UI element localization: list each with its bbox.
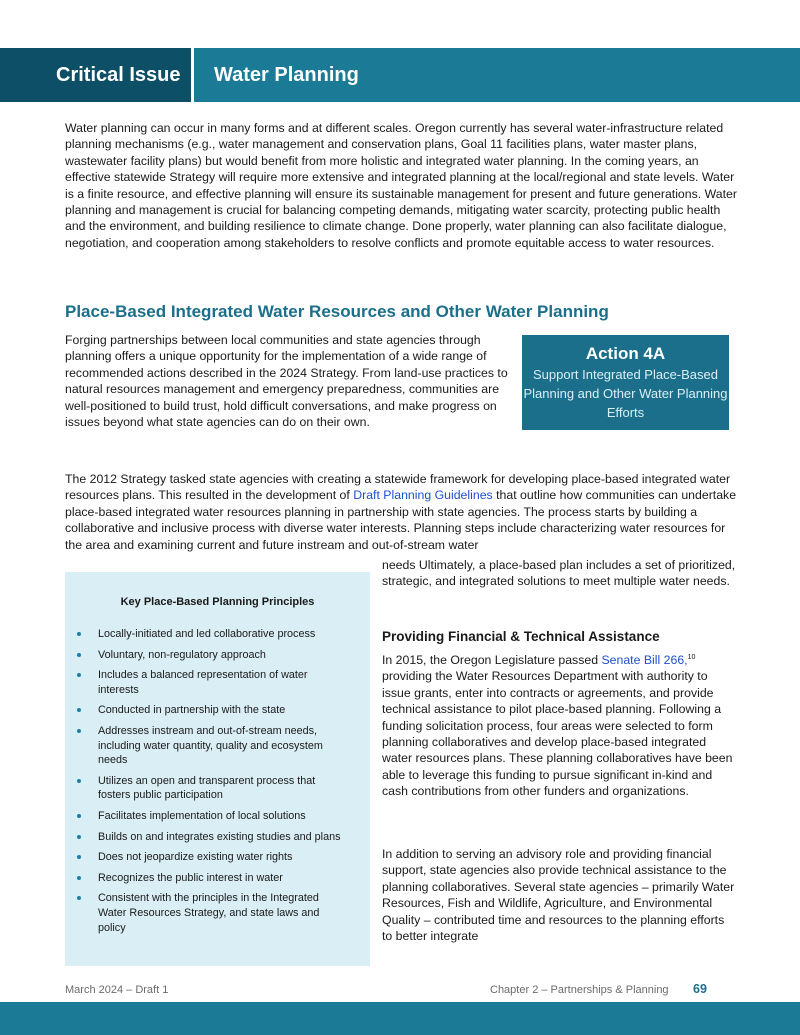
list-item: [65, 850, 370, 865]
section-title: Place-Based Integrated Water Resources and Other Water Planning: [65, 302, 609, 321]
bullet-icon: [77, 896, 81, 900]
list-item-text: Conducted in partnership with the state: [98, 704, 286, 717]
list-item: [65, 830, 370, 845]
list-item: [65, 703, 370, 718]
list-item: [65, 809, 370, 824]
paragraph-2-text-a: The 2012 Strategy tasked state agencies with creating a statewide framework for developing place-based integrated water resources plans. This resulted in the development of: [65, 472, 731, 503]
list-item: [65, 724, 370, 768]
footer-chapter: Chapter 2 – Partnerships & Planning: [490, 984, 669, 996]
list-item-text: Locally-initiated and led collaborative process: [98, 628, 316, 640]
list-item-text: Utilizes an open and transparent process that fosters public participation: [98, 774, 316, 802]
bullet-icon: [77, 729, 81, 733]
bullet-icon: [77, 876, 81, 880]
bullet-icon: [77, 653, 81, 657]
draft-planning-guidelines-link[interactable]: Draft Planning Guidelines: [353, 488, 493, 503]
list-item-text: Recognizes the public interest in water: [98, 871, 283, 884]
section-paragraph-2: [65, 471, 737, 553]
footer-date: March 2024 – Draft 1: [65, 984, 169, 996]
financial-text-a: In 2015, the Oregon Legislature passed: [382, 653, 602, 667]
action-description: Support Integrated Place-Based Planning and Other Water Planning Efforts: [523, 367, 728, 420]
bullet-icon: [77, 855, 81, 859]
footnote-marker[interactable]: 10: [687, 653, 696, 661]
list-item-text: Includes a balanced representation of water interests: [98, 669, 308, 696]
list-item-text: Does not jeopardize existing water rights: [98, 851, 293, 864]
financial-paragraph-2: In addition to serving an advisory role and providing financial support, state agencies also provide technical assistance to the planning collaboratives. Several state agencies – primarily Water Resources, Fish and Wildlife, Agriculture, and Environmental Quality – contributed time and resources to the planning efforts to better integrate: [382, 847, 735, 944]
header-label-block: [0, 48, 194, 102]
section-paragraph-2-continued: needs Ultimately, a place-based plan includes a set of prioritized, strategic, and integrated solutions to meet multiple water needs.: [382, 558, 736, 589]
bullet-icon: [77, 814, 81, 818]
list-item-text: Consistent with the principles in the Integrated Water Resources Strategy, and state laws and policy: [98, 892, 320, 934]
footer-bar: [0, 1002, 800, 1035]
paragraph-2-text-b: that outline how communities can undertake place-based integrated water resources planning in partnership with state agencies. The process starts by building a collaborative and inclusive process with diverse water interests. Planning steps include characterizing water resources for the area and examining current and future instream and out-of-stream water: [65, 488, 737, 552]
action-title: Action 4A: [585, 344, 666, 363]
bullet-icon: [77, 632, 81, 636]
principles-heading: Key Place-Based Planning Principles: [120, 596, 315, 608]
page-title: Water Planning: [214, 64, 359, 86]
header-label: Critical Issue: [56, 64, 181, 86]
bullet-icon: [77, 779, 81, 783]
list-item: [65, 774, 370, 803]
page-number: 69: [693, 982, 707, 996]
bullet-icon: [77, 708, 81, 712]
senate-bill-266-link[interactable]: Senate Bill 266,: [601, 653, 688, 667]
principles-sidebar: [65, 572, 370, 966]
list-item-text: Builds on and integrates existing studies and plans: [98, 830, 341, 843]
principles-list: [65, 627, 370, 941]
header-bar: [0, 48, 800, 102]
bullet-icon: [77, 835, 81, 839]
list-item: [65, 871, 370, 886]
intro-paragraph: Water planning can occur in many forms and at different scales. Oregon currently has several water-infrastructure related planning mechanisms (e.g., water management and conservation plans, Goal 11 facilities plans, water master plans, wastewater facility plans) but would benefit from more holistic and integrated water planning. In the coming years, an effective statewide Strategy will require more extensive and integrated planning at the local/regional and state levels. Water is a finite resource, and effective planning will ensure its sustainable management for present and future generations. Water planning and management is crucial for balancing competing demands, mitigating water scarcity, protecting public health and the environment, and building resilience to climate change. Done properly, water planning can also facilitate dialogue, negotiation, and cooperation among stakeholders to resolve conflicts and promote equitable access to water resources.: [65, 121, 737, 250]
financial-paragraph-1: [382, 652, 737, 800]
list-item-text: Facilitates implementation of local solutions: [98, 809, 306, 822]
list-item: [65, 648, 370, 663]
list-item: [65, 668, 370, 697]
financial-assistance-heading: Providing Financial & Technical Assistance: [382, 629, 660, 644]
bullet-icon: [77, 673, 81, 677]
financial-text-b: providing the Water Resources Department with authority to issue grants, enter into contracts or agreements, and provide technical assistance to pilot place-based planning. Following a funding solicitation process, four areas were selected to form planning collaboratives and develop place-based integrated water resources plans. These planning collaboratives have been able to leverage this funding to pursue significant in-kind and cash contributions from other funders and organizations.: [382, 669, 733, 799]
list-item: [65, 627, 370, 642]
list-item-text: Addresses instream and out-of-stream needs, including water quantity, quality and ecosystem needs: [98, 724, 323, 767]
section-paragraph-1: Forging partnerships between local communities and state agencies through planning offers a unique opportunity for the implementation of a wide range of recommended actions described in the 2024 Strategy. From land-use practices to natural resources management and emergency preparedness, communities are well-positioned to build trust, hold difficult conversations, and make progress on issues beyond what state agencies can do on their own.: [65, 333, 508, 430]
list-item-text: Voluntary, non-regulatory approach: [98, 648, 266, 661]
list-item: [65, 891, 370, 935]
action-callout: [522, 335, 729, 430]
